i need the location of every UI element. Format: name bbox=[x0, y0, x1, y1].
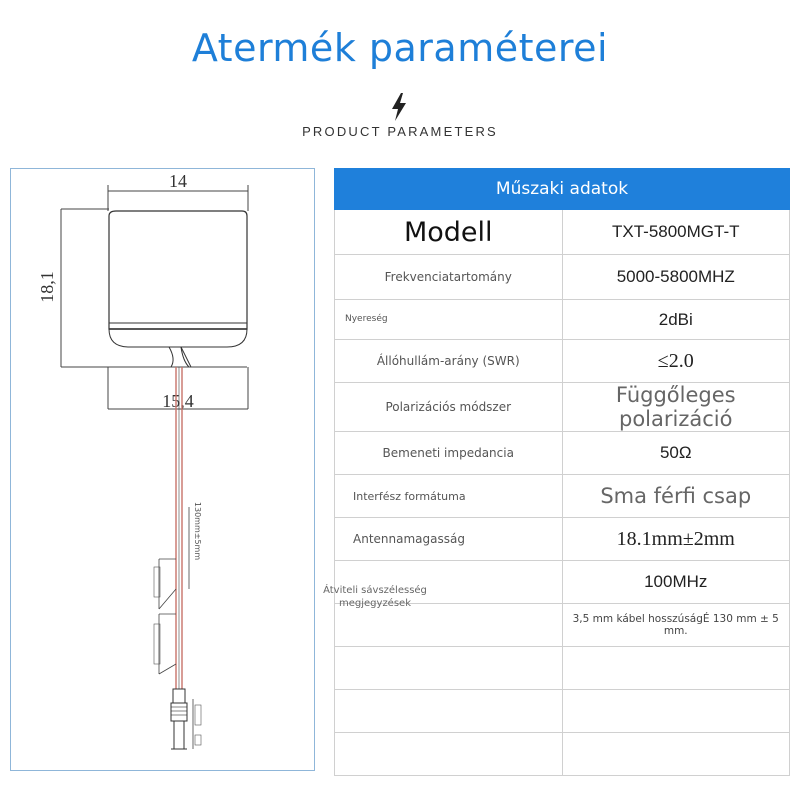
spec-value: 18.1mm±2mm bbox=[562, 518, 790, 561]
spec-value bbox=[562, 733, 790, 776]
spec-label bbox=[335, 647, 563, 690]
page-title: Atermék paraméterei bbox=[191, 26, 609, 70]
spec-label: Bemeneti impedancia bbox=[335, 432, 563, 475]
specs-header: Műszaki adatok bbox=[335, 169, 790, 210]
spec-row-height bbox=[335, 518, 790, 561]
spec-row-empty bbox=[335, 647, 790, 690]
cable-length-label: 130mm±5mm bbox=[193, 501, 202, 561]
bandwidth-notes-label: Átviteli sávszélesség megjegyzések bbox=[323, 585, 427, 609]
spec-value: 2dBi bbox=[562, 300, 790, 340]
spec-value: 50Ω bbox=[562, 432, 790, 475]
spec-value: TXT-5800MGT-T bbox=[562, 210, 790, 255]
lightning-bolt-icon bbox=[388, 92, 410, 122]
spec-value: Függőleges polarizáció bbox=[562, 383, 790, 432]
dim-width-top: 14 bbox=[169, 171, 187, 191]
spec-value: Sma férfi csap bbox=[562, 475, 790, 518]
page-subtitle: PRODUCT PARAMETERS bbox=[302, 124, 498, 139]
spec-row-frequency bbox=[335, 255, 790, 300]
spec-row-model bbox=[335, 210, 790, 255]
antenna-drawing-svg bbox=[11, 169, 316, 772]
spec-label: Interfész formátuma bbox=[335, 475, 563, 518]
spec-value: ≤2.0 bbox=[562, 340, 790, 383]
spec-row-interface bbox=[335, 475, 790, 518]
spec-value bbox=[562, 647, 790, 690]
spec-label: Frekvenciatartomány bbox=[335, 255, 563, 300]
spec-label bbox=[335, 690, 563, 733]
specs-table bbox=[334, 168, 790, 776]
spec-label: Nyereség bbox=[335, 300, 563, 340]
spec-label bbox=[335, 733, 563, 776]
spec-label: Állóhullám-arány (SWR) bbox=[335, 340, 563, 383]
spec-label: Antennamagasság bbox=[335, 518, 563, 561]
technical-drawing bbox=[10, 168, 315, 771]
spec-row-empty bbox=[335, 690, 790, 733]
spec-label: Polarizációs módszer bbox=[335, 383, 563, 432]
spec-value: 5000-5800MHZ bbox=[562, 255, 790, 300]
spec-value: 3,5 mm kábel hosszúságÉ 130 mm ± 5 mm. bbox=[562, 604, 790, 647]
spec-label: Modell bbox=[335, 210, 563, 255]
spec-row-swr bbox=[335, 340, 790, 383]
spec-row-gain bbox=[335, 300, 790, 340]
spec-row-polarization bbox=[335, 383, 790, 432]
spec-value bbox=[562, 690, 790, 733]
spec-row-impedance bbox=[335, 432, 790, 475]
specs-header-row bbox=[335, 169, 790, 210]
spec-row-empty bbox=[335, 733, 790, 776]
dim-width-bottom: 15,4 bbox=[162, 391, 194, 411]
spec-value: 100MHz bbox=[562, 561, 790, 604]
dim-height: 18,1 bbox=[37, 271, 57, 303]
